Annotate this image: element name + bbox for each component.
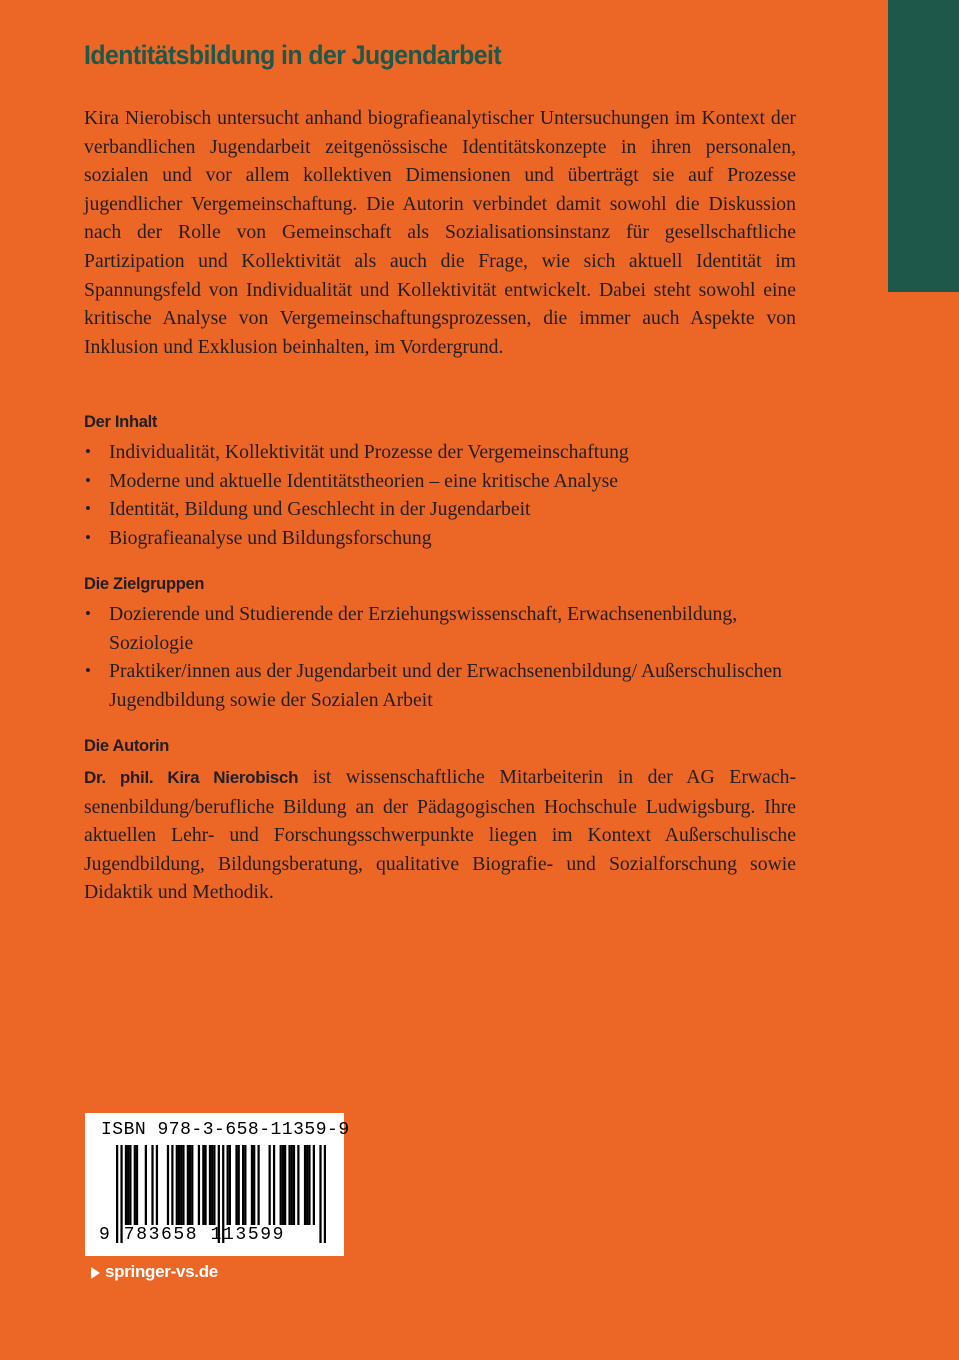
barcode-bar (280, 1145, 282, 1225)
audience-heading: Die Zielgruppen (84, 575, 205, 593)
barcode-bar (178, 1145, 180, 1225)
isbn-label: ISBN 978-3-658-11359-9 (101, 1120, 350, 1140)
barcode-bar (238, 1145, 240, 1225)
barcode-bar (229, 1145, 231, 1225)
barcode-bar (187, 1145, 189, 1225)
isbn-barcode-box (85, 1113, 350, 1256)
barcode-bar (134, 1145, 136, 1225)
barcode-bar (227, 1145, 229, 1225)
author-heading: Die Autorin (84, 737, 170, 755)
cover-accent-tab (888, 0, 959, 292)
list-item: • Moderne und aktuelle Identitätstheorien – eine kritische Analyse (84, 467, 796, 496)
list-item: • Biografieanalyse und Bildungsforschung (84, 524, 796, 553)
barcode-bar (306, 1145, 308, 1225)
contents-heading: Der Inhalt (84, 413, 158, 431)
barcode-bar (129, 1145, 131, 1225)
list-item: • Dozierende und Studierende der Erziehungswissenschaft, Erwachsenenbildung, Soziologie (84, 600, 796, 657)
arrow-right-icon (91, 1267, 100, 1279)
barcode-bar (125, 1145, 127, 1225)
barcode-bar (304, 1145, 306, 1225)
barcode-bar (284, 1145, 286, 1225)
barcode-digits: 9 783658 113599 (99, 1225, 286, 1245)
author-bio-text: ist wissenschaftliche Mitarbeiterin in der AG Erwachsenenbildung/berufliche Bildung an der Pädagogischen Hochschule Ludwigsburg. Ihre aktuellen Lehr- und Forschungsschwerpunkte liegen im Kontext Außerschulische Jugendbildung, Bildungsberatung, qualitative Biografie- und Sozialforschung sowie Didaktik und Methodik. (84, 766, 796, 904)
barcode-bar (151, 1145, 153, 1225)
barcode-bar (313, 1145, 315, 1225)
barcode-bar (198, 1145, 200, 1225)
barcode-bar (176, 1145, 178, 1225)
barcode-bar (273, 1145, 275, 1225)
barcode-bar (167, 1145, 169, 1225)
barcode-bar (145, 1145, 147, 1225)
barcode-bar (156, 1145, 158, 1225)
barcode-bar (213, 1145, 215, 1225)
barcode-bar (191, 1145, 193, 1225)
barcode-bar (288, 1145, 290, 1225)
audience-list (84, 600, 796, 714)
barcode-bar (242, 1145, 244, 1225)
book-title: Identitätsbildung in der Jugendarbeit (84, 40, 502, 70)
barcode-bar (235, 1145, 237, 1225)
barcode-bar (319, 1145, 321, 1243)
barcode-bar (180, 1145, 182, 1225)
barcode-bar (308, 1145, 310, 1225)
barcode-bar (324, 1145, 326, 1243)
intro-paragraph: Kira Nierobisch untersucht anhand biografieanalytischer Untersuchungen im Kontext der verbandlichen Jugendarbeit zeitgenössische Identitätskonzepte in ihren personalen, sozialen und vor allem kollektiven Dimensionen und überträgt sie auf Prozesse jugendlicher Vergemeinschaftung. Die Autorin verbindet damit sowohl die Diskussion nach der Rolle von Gemeinschaft als Sozialisationsinstanz für gesellschaftliche Partizipation und Kollektivität als auch die Frage, wie sich aktuell Identität im Spannungsfeld von Individualität und Kollektivität entwickelt. Dabei steht sowohl eine kritische Analyse von Vergemeinschaftungsprozessen, die immer auch Aspekte von Inklusion und Exklusion beinhalten, im Vordergrund. (84, 107, 796, 358)
barcode-bar (269, 1145, 271, 1225)
barcode-bar (209, 1145, 211, 1225)
list-item: • Praktiker/innen aus der Jugendarbeit und der Erwachsenenbildung/ Außerschulischen Jugendbildung sowie der Sozialen Arbeit (84, 657, 796, 714)
barcode-bar (127, 1145, 129, 1225)
barcode-bar (253, 1145, 255, 1225)
barcode-bar (244, 1145, 246, 1225)
barcode-bar (171, 1145, 173, 1225)
list-item: • Identität, Bildung und Geschlecht in der Jugendarbeit (84, 495, 796, 524)
barcode-bar (182, 1145, 184, 1225)
barcode-bar (202, 1145, 204, 1225)
barcode-bar (251, 1145, 253, 1225)
barcode-bar (204, 1145, 206, 1225)
author-name: Dr. phil. Kira Nierobisch (84, 768, 299, 787)
author-bio (84, 763, 796, 907)
website-link[interactable]: springer-vs.de (105, 1262, 218, 1281)
barcode-bar (297, 1145, 299, 1225)
list-item: • Individualität, Kollektivität und Prozesse der Vergemeinschaftung (84, 438, 796, 467)
contents-list (84, 438, 796, 552)
barcode-bar (189, 1145, 191, 1225)
barcode-bar (211, 1145, 213, 1225)
barcode-bar (293, 1145, 295, 1225)
barcode-bar (291, 1145, 293, 1225)
barcode-bar (282, 1145, 284, 1225)
barcode-bar (257, 1145, 259, 1225)
barcode-bar (136, 1145, 138, 1225)
